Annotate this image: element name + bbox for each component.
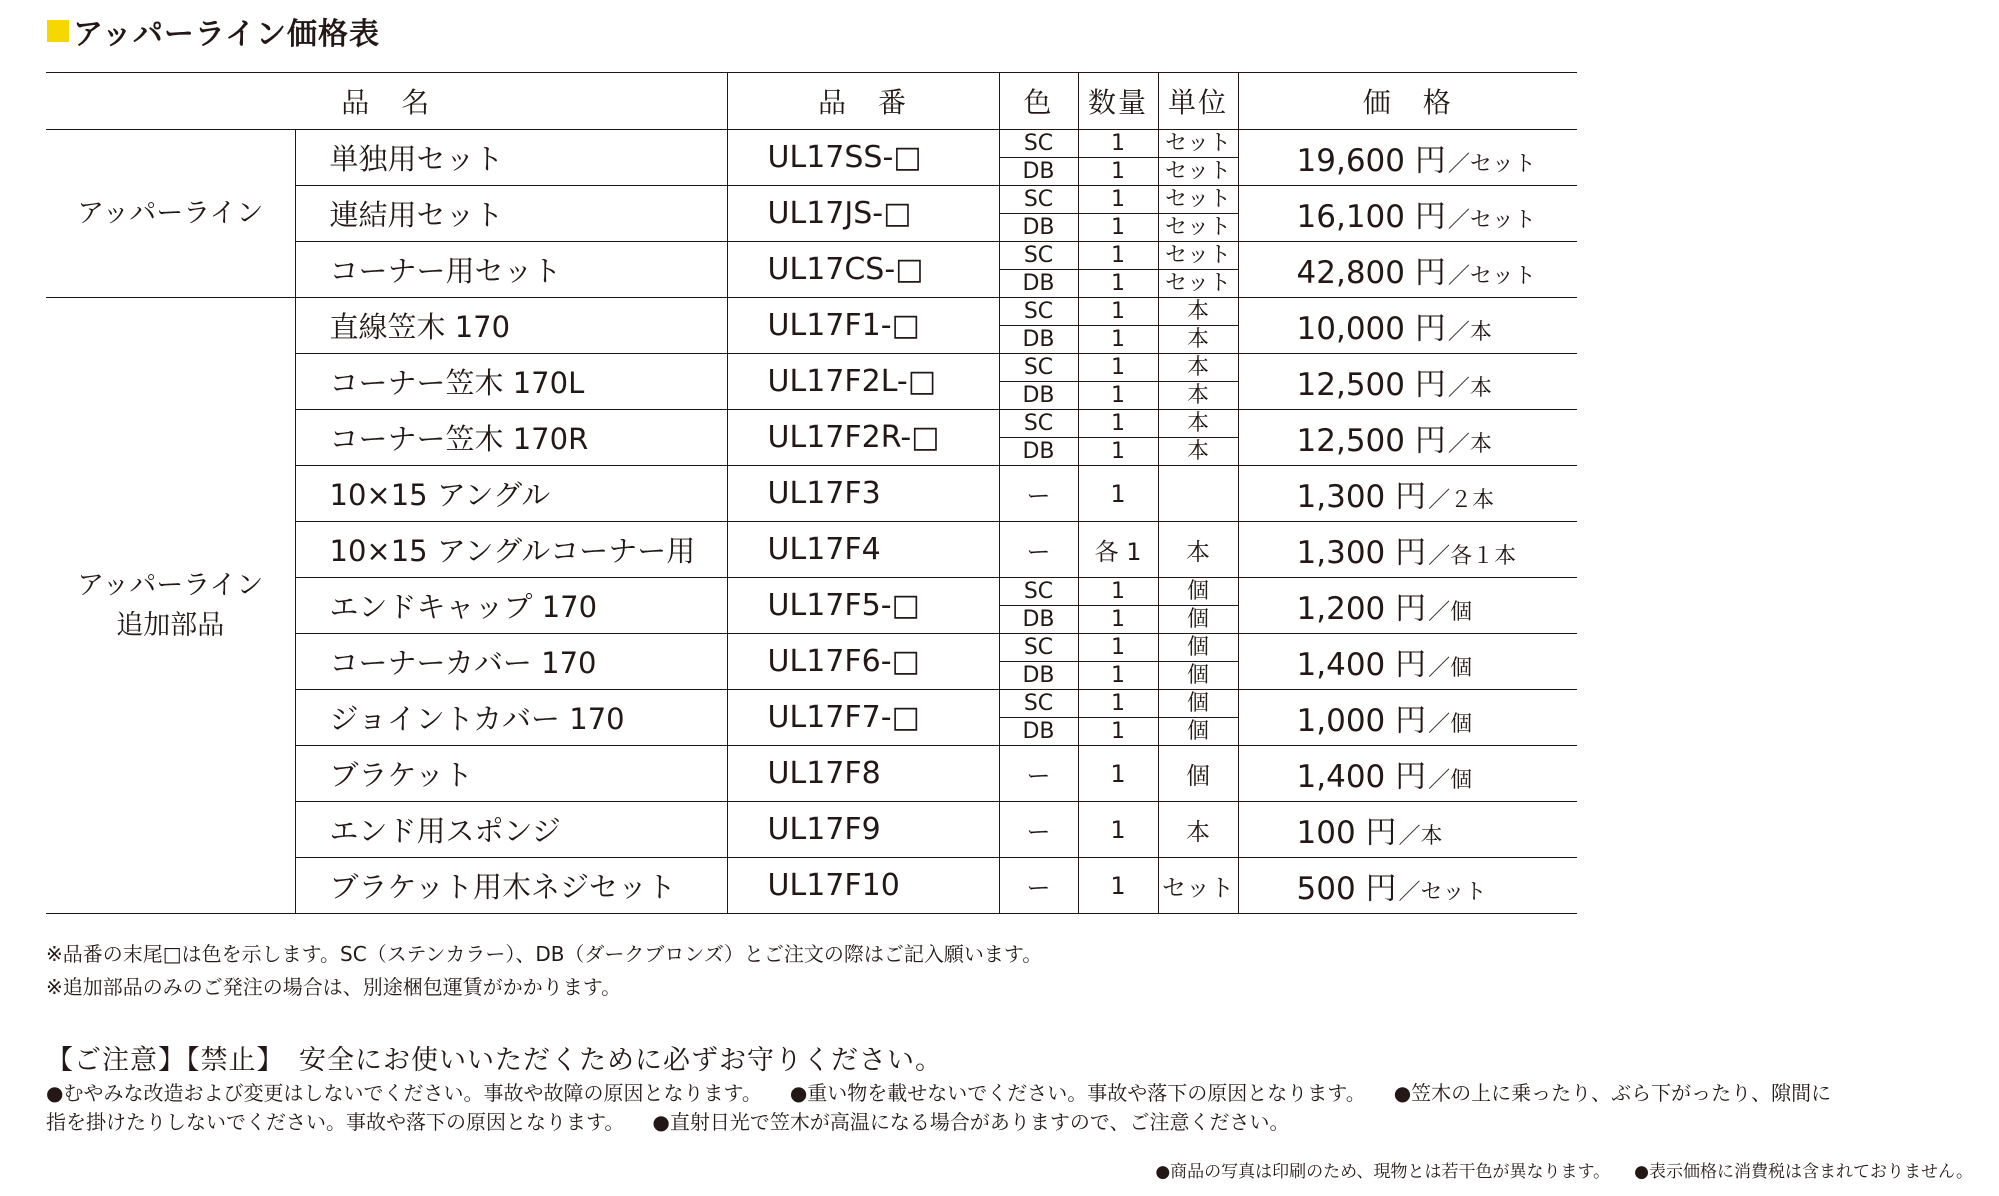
product-code: UL17F2R-□ [727, 410, 999, 466]
color-cell: DB [999, 326, 1078, 354]
product-name: 連結用セット [295, 186, 727, 242]
color-cell: DB [999, 718, 1078, 746]
price-value: 16,100 円 [1296, 199, 1446, 235]
unit-cell: 個 [1158, 690, 1238, 718]
price-value: 1,400 円 [1296, 647, 1427, 683]
product-name: エンド用スポンジ [295, 802, 727, 858]
price-unit: ／個 [1428, 656, 1473, 681]
caution-item: 指を掛けたりしないでください。事故や落下の原因となります。 [46, 1110, 625, 1134]
qty-cell: 各 1 [1078, 522, 1158, 578]
unit-cell: セット [1158, 858, 1238, 914]
color-cell: DB [999, 606, 1078, 634]
product-name: ブラケット用木ネジセット [295, 858, 727, 914]
price-value: 500 円 [1296, 871, 1397, 907]
price-cell [1238, 298, 1577, 354]
qty-cell: 1 [1078, 410, 1158, 438]
unit-cell: セット [1158, 270, 1238, 298]
qty-cell: 1 [1078, 438, 1158, 466]
price-cell [1238, 410, 1577, 466]
caution-item: ●笠木の上に乗ったり、ぶら下がったり、隙間に [1393, 1081, 1832, 1105]
product-code: UL17F6-□ [727, 634, 999, 690]
price-unit: ／本 [1447, 432, 1492, 457]
color-cell: ー [999, 522, 1078, 578]
product-code: UL17F2L-□ [727, 354, 999, 410]
product-name: ジョイントカバー 170 [295, 690, 727, 746]
product-name: 10×15 アングルコーナー用 [295, 522, 727, 578]
unit-cell: 個 [1158, 578, 1238, 606]
price-cell [1238, 242, 1577, 298]
product-code: UL17F5-□ [727, 578, 999, 634]
color-cell: DB [999, 438, 1078, 466]
price-value: 12,500 円 [1296, 423, 1446, 459]
color-cell: DB [999, 214, 1078, 242]
product-name: コーナー笠木 170R [295, 410, 727, 466]
price-unit: ／個 [1428, 712, 1473, 737]
price-unit: ／本 [1447, 320, 1492, 345]
header-price: 価 格 [1238, 73, 1577, 130]
qty-cell: 1 [1078, 298, 1158, 326]
product-name: コーナー笠木 170L [295, 354, 727, 410]
color-cell: SC [999, 298, 1078, 326]
unit-cell: セット [1158, 130, 1238, 158]
color-cell: DB [999, 382, 1078, 410]
unit-cell: 本 [1158, 354, 1238, 382]
qty-cell: 1 [1078, 578, 1158, 606]
table-row [46, 130, 1577, 158]
group-label-text: アッパーライン [77, 197, 264, 229]
qty-cell: 1 [1078, 690, 1158, 718]
price-unit: ／セット [1398, 880, 1487, 905]
color-cell: SC [999, 242, 1078, 270]
price-value: 1,300 円 [1296, 535, 1427, 571]
qty-cell: 1 [1078, 634, 1158, 662]
unit-cell: 本 [1158, 522, 1238, 578]
unit-cell: 本 [1158, 326, 1238, 354]
product-name: エンドキャップ 170 [295, 578, 727, 634]
product-code: UL17F3 [727, 466, 999, 522]
footer-notes [1155, 1157, 1973, 1182]
product-name: コーナーカバー 170 [295, 634, 727, 690]
table-notes [46, 938, 1042, 1004]
color-cell: SC [999, 186, 1078, 214]
header-qty: 数量 [1078, 73, 1158, 130]
price-cell [1238, 130, 1577, 186]
footer-note: ●表示価格に消費税は含まれておりません。 [1634, 1162, 1973, 1182]
price-value: 1,300 円 [1296, 479, 1427, 515]
qty-cell: 1 [1078, 466, 1158, 522]
unit-cell: 本 [1158, 410, 1238, 438]
price-value: 10,000 円 [1296, 311, 1446, 347]
price-cell [1238, 802, 1577, 858]
header-code: 品 番 [727, 73, 999, 130]
product-name: コーナー用セット [295, 242, 727, 298]
price-value: 1,400 円 [1296, 759, 1427, 795]
qty-cell: 1 [1078, 186, 1158, 214]
price-unit: ／本 [1447, 376, 1492, 401]
color-cell: SC [999, 354, 1078, 382]
page-title-text: アッパーライン価格表 [73, 17, 380, 52]
caution-item: ●むやみな改造および変更はしないでください。事故や故障の原因となります。 [46, 1081, 762, 1105]
color-cell: DB [999, 662, 1078, 690]
price-cell [1238, 858, 1577, 914]
color-cell: SC [999, 634, 1078, 662]
unit-cell: 個 [1158, 662, 1238, 690]
unit-cell: 本 [1158, 438, 1238, 466]
caution-heading: 【ご注意】【禁止】 安全にお使いいただくために必ずお守りください。 [46, 1045, 943, 1076]
price-cell [1238, 186, 1577, 242]
product-code: UL17F7-□ [727, 690, 999, 746]
product-code: UL17CS-□ [727, 242, 999, 298]
color-cell: SC [999, 578, 1078, 606]
price-value: 1,200 円 [1296, 591, 1427, 627]
price-value: 12,500 円 [1296, 367, 1446, 403]
price-cell [1238, 578, 1577, 634]
price-cell [1238, 690, 1577, 746]
qty-cell: 1 [1078, 746, 1158, 802]
title-marker-icon [47, 20, 69, 42]
price-cell [1238, 354, 1577, 410]
unit-cell: 個 [1158, 634, 1238, 662]
caution-list [46, 1079, 1986, 1137]
price-unit: ／セット [1447, 264, 1536, 289]
group-label [46, 298, 295, 914]
product-code: UL17SS-□ [727, 130, 999, 186]
color-cell: SC [999, 410, 1078, 438]
qty-cell: 1 [1078, 606, 1158, 634]
color-cell: SC [999, 130, 1078, 158]
product-code: UL17F8 [727, 746, 999, 802]
product-name: 直線笠木 170 [295, 298, 727, 354]
price-unit: ／個 [1428, 768, 1473, 793]
unit-cell: 本 [1158, 802, 1238, 858]
header-unit: 単位 [1158, 73, 1238, 130]
qty-cell: 1 [1078, 130, 1158, 158]
qty-cell: 1 [1078, 382, 1158, 410]
color-cell: ー [999, 858, 1078, 914]
caution-item: ●直射日光で笠木が高温になる場合がありますので、ご注意ください。 [652, 1110, 1290, 1134]
header-name: 品 名 [46, 73, 727, 130]
product-name: ブラケット [295, 746, 727, 802]
price-value: 42,800 円 [1296, 255, 1446, 291]
group-label-text: 追加部品 [116, 609, 225, 641]
price-cell [1238, 466, 1577, 522]
qty-cell: 1 [1078, 326, 1158, 354]
color-cell: ー [999, 746, 1078, 802]
price-unit: ／本 [1398, 824, 1443, 849]
caution-item: ●重い物を載せないでください。事故や落下の原因となります。 [789, 1081, 1366, 1105]
color-cell: SC [999, 690, 1078, 718]
price-cell [1238, 634, 1577, 690]
color-cell: DB [999, 270, 1078, 298]
unit-cell: 本 [1158, 382, 1238, 410]
group-label [46, 130, 295, 298]
product-code: UL17F10 [727, 858, 999, 914]
unit-cell: セット [1158, 158, 1238, 186]
unit-cell: 個 [1158, 606, 1238, 634]
price-unit: ／セット [1447, 152, 1536, 177]
price-unit: ／個 [1428, 600, 1473, 625]
qty-cell: 1 [1078, 662, 1158, 690]
product-name: 10×15 アングル [295, 466, 727, 522]
note-line: ※追加部品のみのご発注の場合は、別途梱包運賃がかかります。 [46, 975, 622, 999]
price-unit: ／２本 [1428, 488, 1495, 513]
group-label-text: アッパーライン [77, 569, 264, 601]
qty-cell: 1 [1078, 354, 1158, 382]
footer-note: ●商品の写真は印刷のため、現物とは若干色が異なります。 [1155, 1162, 1611, 1182]
table-header-row [46, 73, 1577, 130]
color-cell: ー [999, 802, 1078, 858]
qty-cell: 1 [1078, 242, 1158, 270]
qty-cell: 1 [1078, 158, 1158, 186]
product-code: UL17F1-□ [727, 298, 999, 354]
unit-cell: 本 [1158, 298, 1238, 326]
qty-cell: 1 [1078, 802, 1158, 858]
unit-cell: セット [1158, 214, 1238, 242]
color-cell: DB [999, 158, 1078, 186]
qty-cell: 1 [1078, 214, 1158, 242]
page-title [47, 8, 380, 54]
price-value: 19,600 円 [1296, 143, 1446, 179]
qty-cell: 1 [1078, 718, 1158, 746]
unit-cell [1158, 466, 1238, 522]
price-table [46, 72, 1577, 914]
qty-cell: 1 [1078, 858, 1158, 914]
price-cell [1238, 746, 1577, 802]
note-line: ※品番の末尾□は色を示します。SC（ステンカラー）、DB（ダークブロンズ）とご注文の際はご記入願います。 [46, 942, 1043, 966]
header-color: 色 [999, 73, 1078, 130]
price-value: 1,000 円 [1296, 703, 1427, 739]
unit-cell: 個 [1158, 746, 1238, 802]
product-code: UL17F9 [727, 802, 999, 858]
color-cell: ー [999, 466, 1078, 522]
product-code: UL17JS-□ [727, 186, 999, 242]
qty-cell: 1 [1078, 270, 1158, 298]
unit-cell: セット [1158, 186, 1238, 214]
table-row [46, 298, 1577, 326]
unit-cell: セット [1158, 242, 1238, 270]
unit-cell: 個 [1158, 718, 1238, 746]
price-unit: ／セット [1447, 208, 1536, 233]
price-cell [1238, 522, 1577, 578]
product-name: 単独用セット [295, 130, 727, 186]
product-code: UL17F4 [727, 522, 999, 578]
price-value: 100 円 [1296, 815, 1397, 851]
price-unit: ／各１本 [1428, 544, 1517, 569]
